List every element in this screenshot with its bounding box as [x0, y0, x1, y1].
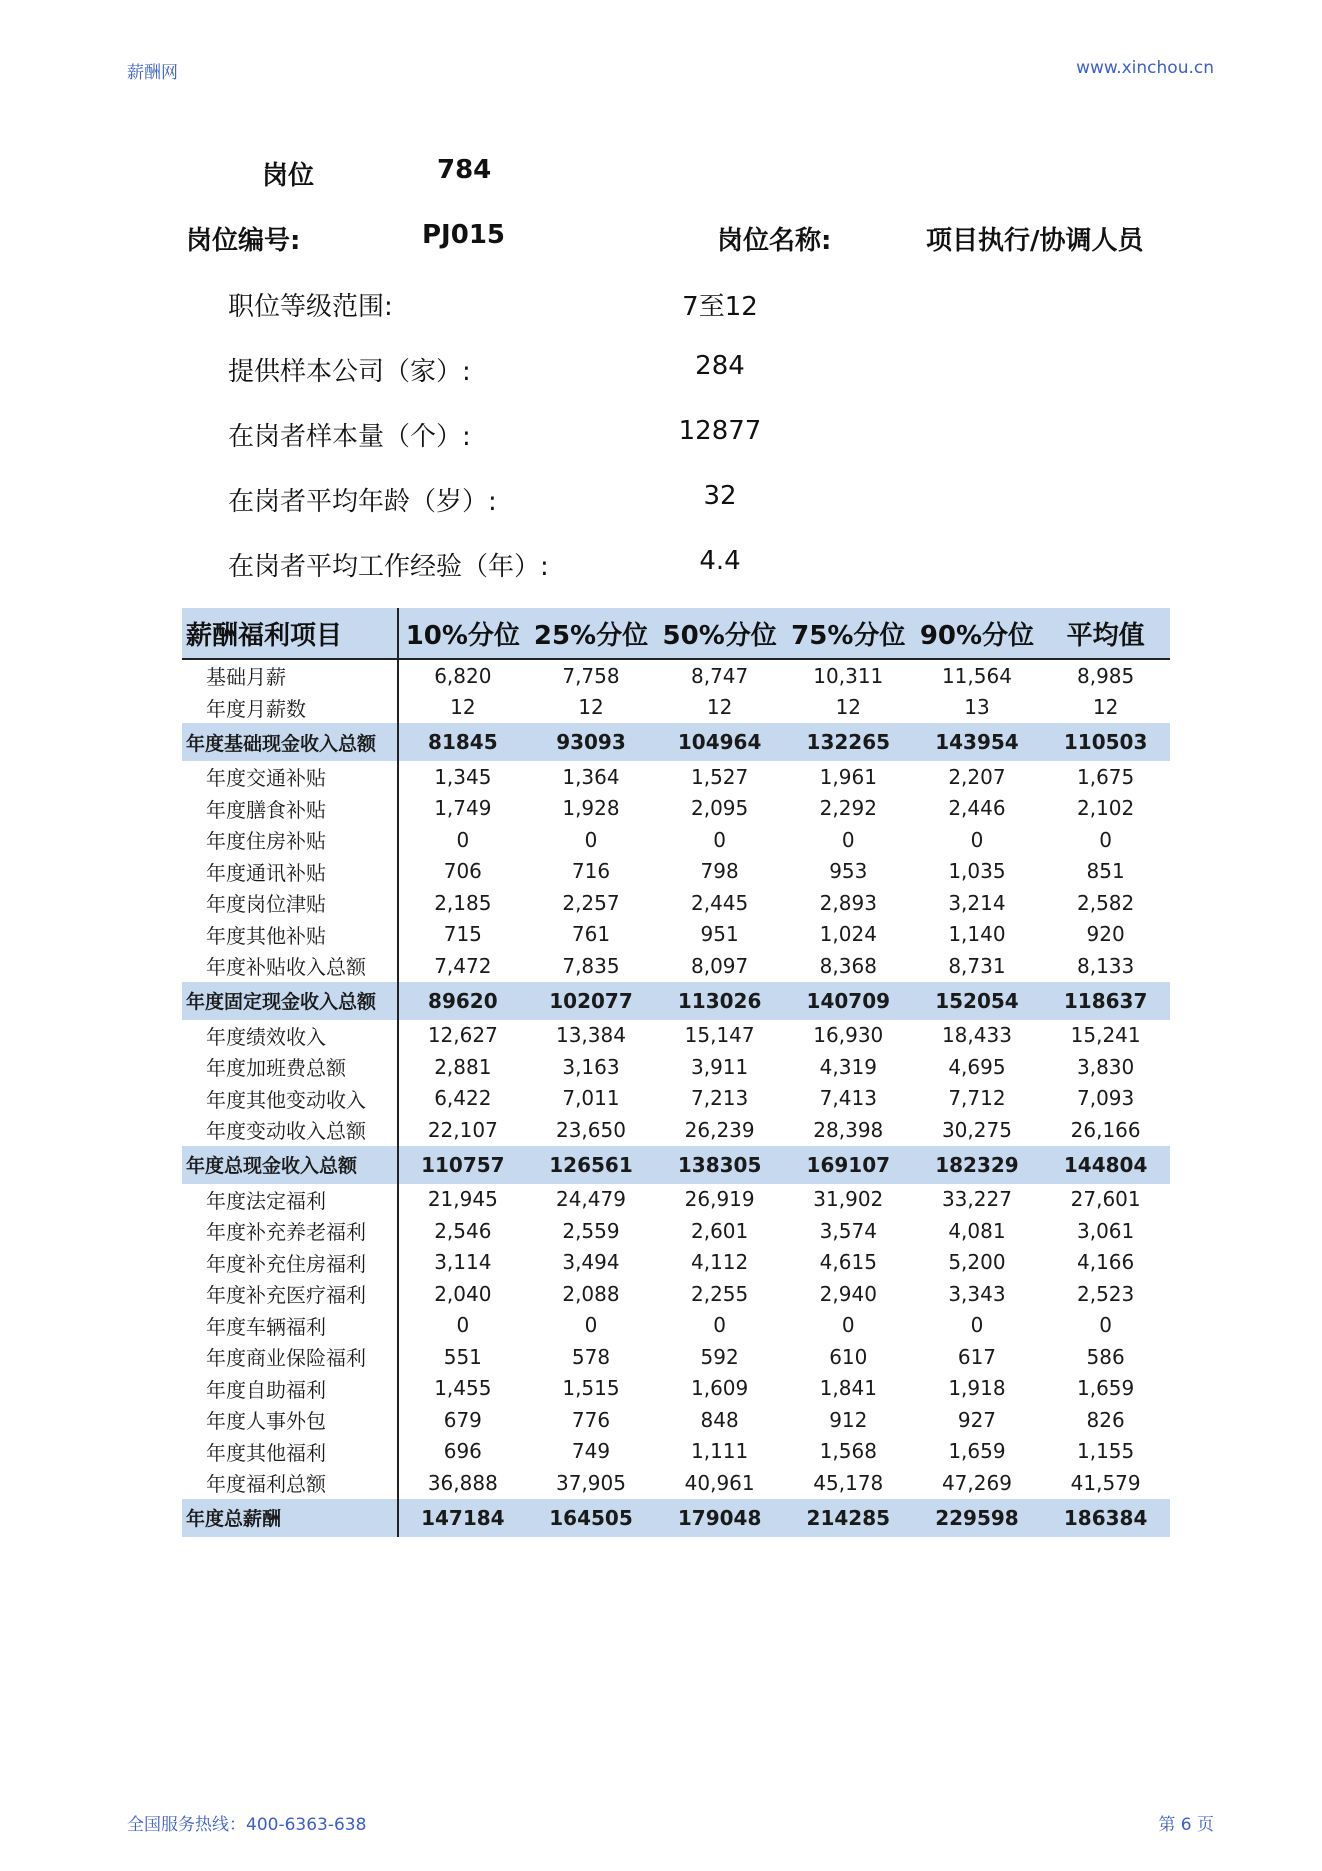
- average-age-label: 在岗者平均年龄（岁）:: [228, 487, 497, 517]
- service-hotline: 全国服务热线：400-6363-638: [127, 1815, 367, 1835]
- table-row: [182, 761, 1170, 793]
- cell-value: 851: [1086, 859, 1125, 884]
- cell-value: 12: [706, 695, 733, 720]
- row-label: 年度通讯补贴: [182, 856, 398, 888]
- cell-value: 16,930: [813, 1023, 884, 1048]
- row-label: 年度车辆福利: [182, 1310, 398, 1342]
- cell-value: 138305: [655, 1146, 784, 1184]
- cell-value: 147184: [398, 1499, 527, 1537]
- cell-value: 7,413: [819, 1086, 877, 1111]
- row-label: 年度固定现金收入总额: [182, 982, 398, 1020]
- cell-value: 229598: [913, 1499, 1042, 1537]
- cell-value: 110757: [398, 1146, 527, 1184]
- incumbent-sample-label: 在岗者样本量（个）:: [228, 422, 471, 452]
- cell-value: 2,257: [562, 890, 620, 915]
- cell-value: 2,446: [948, 796, 1006, 821]
- cell-value: 798: [700, 859, 739, 884]
- cell-value: 13: [964, 695, 990, 720]
- cell-value: 179048: [655, 1499, 784, 1537]
- table-row: [182, 824, 1170, 856]
- cell-value: 0: [1099, 827, 1112, 852]
- table-row: [182, 1247, 1170, 1279]
- cell-value: 592: [700, 1344, 739, 1369]
- cell-value: 36,888: [427, 1470, 498, 1495]
- cell-value: 31,902: [813, 1187, 884, 1212]
- incumbent-sample-value: 12877: [678, 416, 762, 446]
- table-row: [182, 1083, 1170, 1115]
- row-label: 年度岗位津贴: [182, 887, 398, 919]
- cell-value: 749: [571, 1439, 611, 1464]
- cell-value: 610: [829, 1344, 868, 1369]
- row-label: 年度住房补贴: [182, 824, 398, 856]
- table-row: [182, 1020, 1170, 1052]
- average-experience-label: 在岗者平均工作经验（年）:: [228, 552, 549, 582]
- average-age-value: 32: [703, 481, 737, 511]
- cell-value: 12,627: [427, 1023, 498, 1048]
- row-label: 年度月薪数: [182, 692, 398, 724]
- row-label: 年度福利总额: [182, 1467, 398, 1499]
- cell-value: 28,398: [813, 1117, 884, 1142]
- cell-value: 182329: [913, 1146, 1042, 1184]
- cell-value: 3,114: [434, 1250, 492, 1275]
- cell-value: 102077: [527, 982, 656, 1020]
- cell-value: 3,163: [562, 1054, 620, 1079]
- cell-value: 37,905: [555, 1470, 626, 1495]
- table-row: [182, 1404, 1170, 1436]
- cell-value: 0: [970, 1313, 984, 1338]
- cell-value: 0: [456, 827, 470, 852]
- cell-value: 4,695: [948, 1054, 1006, 1079]
- cell-value: 104964: [655, 723, 784, 761]
- site-url[interactable]: www.xinchou.cn: [1076, 58, 1214, 78]
- table-summary-row: [182, 1146, 1170, 1184]
- cell-value: 1,140: [948, 922, 1006, 947]
- cell-value: 951: [700, 922, 739, 947]
- cell-value: 13,384: [555, 1023, 626, 1048]
- cell-value: 143954: [913, 723, 1042, 761]
- column-header: 50%分位: [655, 608, 784, 659]
- cell-value: 776: [571, 1407, 611, 1432]
- cell-value: 3,494: [562, 1250, 620, 1275]
- cell-value: 12: [578, 695, 604, 720]
- cell-value: 1,455: [434, 1376, 492, 1401]
- cell-value: 8,368: [819, 953, 877, 978]
- cell-value: 23,650: [555, 1117, 626, 1142]
- cell-value: 761: [571, 922, 611, 947]
- cell-value: 89620: [398, 982, 527, 1020]
- cell-value: 10,311: [813, 663, 884, 688]
- average-experience-value: 4.4: [699, 546, 741, 576]
- column-header: 25%分位: [527, 608, 656, 659]
- cell-value: 21,945: [427, 1187, 498, 1212]
- cell-value: 3,061: [1077, 1218, 1135, 1243]
- cell-value: 2,940: [819, 1281, 877, 1306]
- row-label: 年度变动收入总额: [182, 1114, 398, 1146]
- cell-value: 716: [571, 859, 611, 884]
- cell-value: 826: [1086, 1407, 1125, 1432]
- cell-value: 12: [1092, 695, 1119, 720]
- cell-value: 2,881: [434, 1054, 492, 1079]
- cell-value: 214285: [784, 1499, 913, 1537]
- cell-value: 2,185: [434, 890, 492, 915]
- cell-value: 912: [829, 1407, 868, 1432]
- cell-value: 33,227: [941, 1187, 1012, 1212]
- column-header: 75%分位: [784, 608, 913, 659]
- sample-companies-value: 284: [695, 351, 745, 381]
- cell-value: 186384: [1041, 1499, 1170, 1537]
- table-header-row: [182, 608, 1170, 659]
- table-row: [182, 1373, 1170, 1405]
- table-row: [182, 1436, 1170, 1468]
- cell-value: 1,609: [691, 1376, 749, 1401]
- table-summary-row: [182, 723, 1170, 761]
- table-summary-row: [182, 1499, 1170, 1537]
- cell-value: 0: [1099, 1313, 1112, 1338]
- cell-value: 0: [713, 1313, 726, 1338]
- sample-companies-label: 提供样本公司（家）:: [228, 357, 471, 387]
- cell-value: 1,364: [562, 764, 620, 789]
- cell-value: 1,961: [819, 764, 877, 789]
- row-label: 年度基础现金收入总额: [182, 723, 398, 761]
- cell-value: 0: [584, 827, 598, 852]
- salary-table: [182, 608, 1170, 1537]
- cell-value: 26,239: [684, 1117, 755, 1142]
- table-summary-row: [182, 982, 1170, 1020]
- cell-value: 1,527: [691, 764, 749, 789]
- cell-value: 169107: [784, 1146, 913, 1184]
- table-row: [182, 1341, 1170, 1373]
- row-label: 年度自助福利: [182, 1373, 398, 1405]
- page-number: 第 6 页: [1158, 1815, 1214, 1835]
- cell-value: 586: [1086, 1344, 1125, 1369]
- cell-value: 4,166: [1077, 1250, 1135, 1275]
- cell-value: 1,515: [562, 1376, 620, 1401]
- table-row: [182, 1114, 1170, 1146]
- cell-value: 1,918: [948, 1376, 1006, 1401]
- cell-value: 6,422: [434, 1086, 492, 1111]
- cell-value: 2,559: [562, 1218, 620, 1243]
- cell-value: 45,178: [813, 1470, 884, 1495]
- position-label: 岗位: [262, 161, 315, 191]
- cell-value: 2,582: [1077, 890, 1135, 915]
- cell-value: 1,568: [819, 1439, 877, 1464]
- cell-value: 0: [584, 1313, 598, 1338]
- row-label: 年度其他福利: [182, 1436, 398, 1468]
- column-header: 90%分位: [913, 608, 1042, 659]
- cell-value: 8,097: [691, 953, 749, 978]
- cell-value: 1,035: [948, 859, 1006, 884]
- cell-value: 7,093: [1077, 1086, 1135, 1111]
- cell-value: 1,155: [1077, 1439, 1135, 1464]
- cell-value: 2,546: [434, 1218, 492, 1243]
- row-label: 年度其他变动收入: [182, 1083, 398, 1115]
- cell-value: 2,445: [691, 890, 749, 915]
- row-label: 年度总薪酬: [182, 1499, 398, 1537]
- cell-value: 93093: [527, 723, 656, 761]
- cell-value: 3,911: [691, 1054, 749, 1079]
- cell-value: 3,574: [819, 1218, 877, 1243]
- cell-value: 30,275: [941, 1117, 1012, 1142]
- row-label: 年度补充养老福利: [182, 1215, 398, 1247]
- row-label: 年度膳食补贴: [182, 793, 398, 825]
- cell-value: 15,241: [1070, 1023, 1141, 1048]
- cell-value: 12: [835, 695, 862, 720]
- cell-value: 26,919: [684, 1187, 755, 1212]
- table-row: [182, 1215, 1170, 1247]
- table-row: [182, 887, 1170, 919]
- cell-value: 7,011: [562, 1086, 620, 1111]
- cell-value: 1,111: [691, 1439, 749, 1464]
- grade-range-value: 7至12: [682, 292, 758, 322]
- cell-value: 0: [713, 827, 726, 852]
- cell-value: 132265: [784, 723, 913, 761]
- cell-value: 715: [443, 922, 482, 947]
- cell-value: 15,147: [684, 1023, 755, 1048]
- column-header: 10%分位: [398, 608, 527, 659]
- row-label: 年度总现金收入总额: [182, 1146, 398, 1184]
- cell-value: 144804: [1041, 1146, 1170, 1184]
- cell-value: 696: [443, 1439, 482, 1464]
- cell-value: 1,659: [948, 1439, 1006, 1464]
- row-label: 年度法定福利: [182, 1184, 398, 1216]
- cell-value: 140709: [784, 982, 913, 1020]
- table-row: [182, 1278, 1170, 1310]
- cell-value: 0: [456, 1313, 470, 1338]
- cell-value: 2,102: [1077, 796, 1135, 821]
- cell-value: 706: [443, 859, 482, 884]
- cell-value: 920: [1086, 922, 1125, 947]
- row-label: 年度其他补贴: [182, 919, 398, 951]
- cell-value: 3,343: [948, 1281, 1006, 1306]
- cell-value: 6,820: [434, 663, 492, 688]
- job-name-value: 项目执行/协调人员: [926, 226, 1144, 256]
- cell-value: 2,893: [819, 890, 877, 915]
- cell-value: 152054: [913, 982, 1042, 1020]
- cell-value: 26,166: [1070, 1117, 1141, 1142]
- table-row: [182, 692, 1170, 724]
- cell-value: 0: [841, 827, 855, 852]
- cell-value: 2,292: [819, 796, 877, 821]
- cell-value: 1,675: [1077, 764, 1135, 789]
- row-label: 年度加班费总额: [182, 1051, 398, 1083]
- row-label: 年度绩效收入: [182, 1020, 398, 1052]
- cell-value: 24,479: [555, 1187, 626, 1212]
- site-name[interactable]: 薪酬网: [127, 63, 178, 83]
- cell-value: 3,830: [1077, 1054, 1135, 1079]
- table-row: [182, 950, 1170, 982]
- cell-value: 7,835: [562, 953, 620, 978]
- job-code-value: PJ015: [422, 220, 506, 250]
- cell-value: 22,107: [427, 1117, 498, 1142]
- cell-value: 113026: [655, 982, 784, 1020]
- cell-value: 164505: [527, 1499, 656, 1537]
- table-row: [182, 856, 1170, 888]
- table-row: [182, 1467, 1170, 1499]
- cell-value: 0: [970, 827, 984, 852]
- cell-value: 41,579: [1070, 1470, 1141, 1495]
- job-name-label: 岗位名称:: [717, 226, 832, 256]
- cell-value: 617: [957, 1344, 997, 1369]
- cell-value: 0: [841, 1313, 855, 1338]
- cell-value: 4,112: [691, 1250, 749, 1275]
- cell-value: 118637: [1041, 982, 1170, 1020]
- cell-value: 4,319: [819, 1054, 877, 1079]
- position-value: 784: [437, 155, 492, 185]
- cell-value: 1,749: [434, 796, 492, 821]
- cell-value: 2,601: [691, 1218, 749, 1243]
- cell-value: 7,712: [948, 1086, 1006, 1111]
- cell-value: 8,133: [1077, 953, 1135, 978]
- cell-value: 2,040: [434, 1281, 492, 1306]
- cell-value: 679: [443, 1407, 482, 1432]
- column-header: 平均值: [1041, 608, 1170, 659]
- cell-value: 126561: [527, 1146, 656, 1184]
- cell-value: 1,345: [434, 764, 492, 789]
- cell-value: 7,472: [434, 953, 492, 978]
- cell-value: 1,841: [819, 1376, 877, 1401]
- column-header: 薪酬福利项目: [182, 608, 398, 659]
- cell-value: 2,207: [948, 764, 1006, 789]
- cell-value: 110503: [1041, 723, 1170, 761]
- cell-value: 1,659: [1077, 1376, 1135, 1401]
- table-row: [182, 659, 1170, 692]
- cell-value: 1,024: [819, 922, 877, 947]
- cell-value: 4,081: [948, 1218, 1006, 1243]
- job-code-label: 岗位编号:: [186, 226, 301, 256]
- row-label: 年度交通补贴: [182, 761, 398, 793]
- cell-value: 8,731: [948, 953, 1006, 978]
- table-row: [182, 1310, 1170, 1342]
- cell-value: 578: [571, 1344, 611, 1369]
- table-row: [182, 793, 1170, 825]
- cell-value: 27,601: [1070, 1187, 1141, 1212]
- cell-value: 4,615: [819, 1250, 877, 1275]
- cell-value: 5,200: [948, 1250, 1006, 1275]
- cell-value: 953: [829, 859, 868, 884]
- cell-value: 2,523: [1077, 1281, 1135, 1306]
- row-label: 基础月薪: [182, 659, 398, 692]
- cell-value: 2,255: [691, 1281, 749, 1306]
- cell-value: 927: [957, 1407, 997, 1432]
- cell-value: 848: [700, 1407, 739, 1432]
- cell-value: 47,269: [941, 1470, 1012, 1495]
- cell-value: 18,433: [941, 1023, 1012, 1048]
- table-row: [182, 1184, 1170, 1216]
- cell-value: 12: [450, 695, 476, 720]
- table-row: [182, 919, 1170, 951]
- cell-value: 2,095: [691, 796, 749, 821]
- cell-value: 8,985: [1077, 663, 1135, 688]
- row-label: 年度补充医疗福利: [182, 1278, 398, 1310]
- cell-value: 11,564: [941, 663, 1012, 688]
- row-label: 年度补贴收入总额: [182, 950, 398, 982]
- cell-value: 2,088: [562, 1281, 620, 1306]
- cell-value: 81845: [398, 723, 527, 761]
- row-label: 年度人事外包: [182, 1404, 398, 1436]
- table-row: [182, 1051, 1170, 1083]
- cell-value: 1,928: [562, 796, 620, 821]
- cell-value: 7,758: [562, 663, 620, 688]
- cell-value: 7,213: [691, 1086, 749, 1111]
- grade-range-label: 职位等级范围:: [228, 292, 393, 322]
- cell-value: 551: [443, 1344, 482, 1369]
- row-label: 年度商业保险福利: [182, 1341, 398, 1373]
- row-label: 年度补充住房福利: [182, 1247, 398, 1279]
- cell-value: 40,961: [684, 1470, 755, 1495]
- cell-value: 8,747: [691, 663, 749, 688]
- cell-value: 3,214: [948, 890, 1006, 915]
